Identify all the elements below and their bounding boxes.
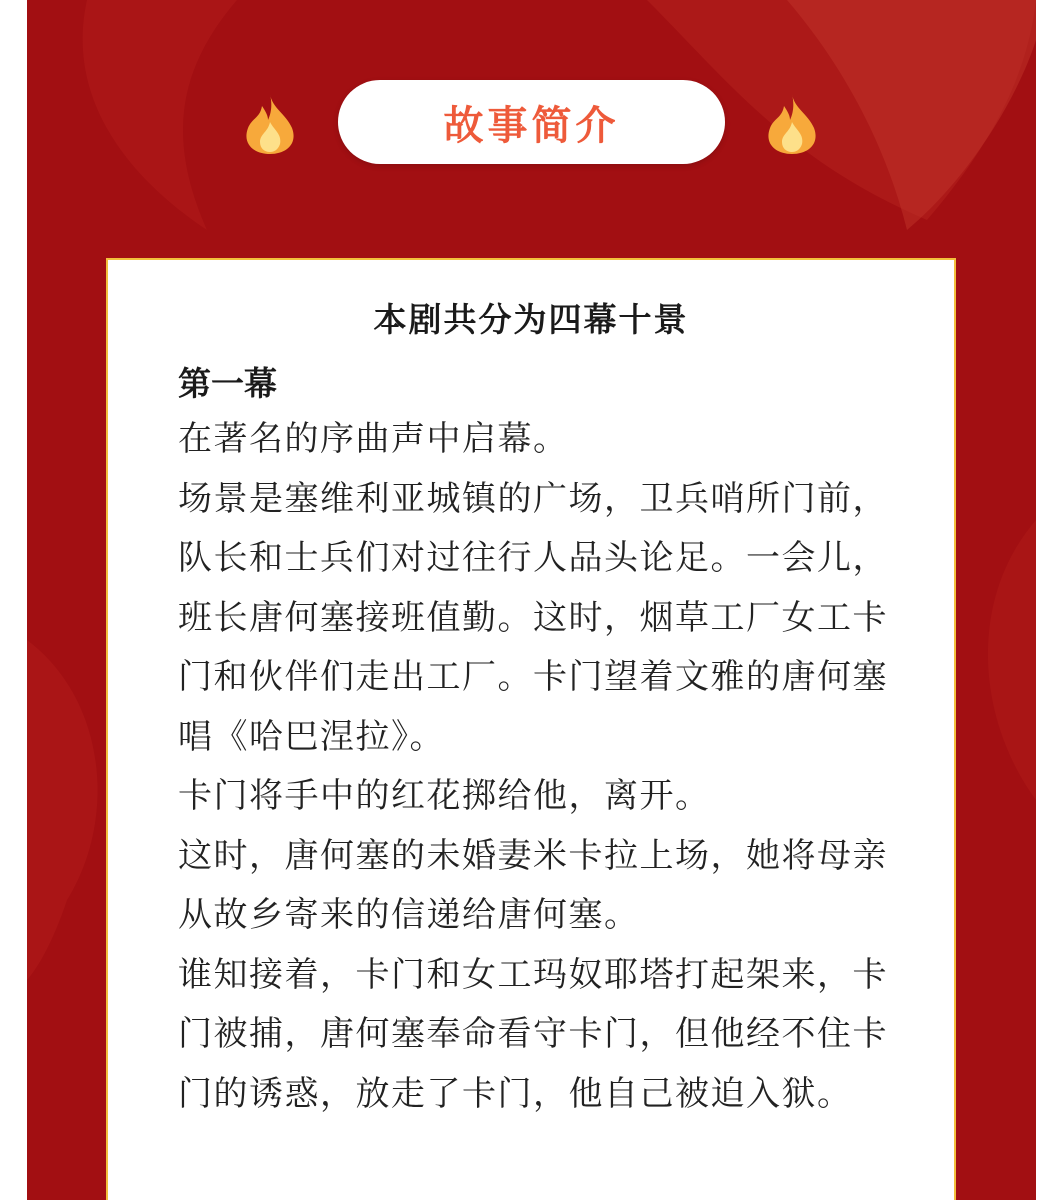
- title-pill: [338, 80, 725, 164]
- left-flame-icon: [242, 92, 298, 156]
- story-paragraph: 在著名的序曲声中启幕。: [178, 419, 569, 459]
- story-body: [178, 410, 888, 1124]
- act-title: 第一幕: [178, 364, 277, 403]
- poster-frame: [27, 0, 1036, 1200]
- story-paragraph: 这时，唐何塞的未婚妻米卡拉上场，她将母亲从故乡寄来的信递给唐何塞。: [178, 835, 888, 935]
- right-flame-icon: [764, 92, 820, 156]
- story-paragraph: 场景是塞维利亚城镇的广场，卫兵哨所门前，队长和士兵们对过往行人品头论足。一会儿，班长唐何塞接班值勤。这时，烟草工厂女工卡门和伙伴们走出工厂。卡门望着文雅的唐何塞唱《哈巴涅拉》。: [178, 478, 888, 757]
- story-paragraph: 卡门将手中的红花掷给他，离开。: [178, 776, 711, 816]
- story-paragraph: 谁知接着，卡门和女工玛奴耶塔打起架来，卡门被捕，唐何塞奉命看守卡门，但他经不住卡门的诱惑，放走了卡门，他自己被迫入狱。: [178, 954, 888, 1114]
- story-card: [106, 258, 956, 1200]
- card-heading: 本剧共分为四幕十景: [373, 300, 689, 339]
- section-title: 故事简介: [443, 102, 620, 149]
